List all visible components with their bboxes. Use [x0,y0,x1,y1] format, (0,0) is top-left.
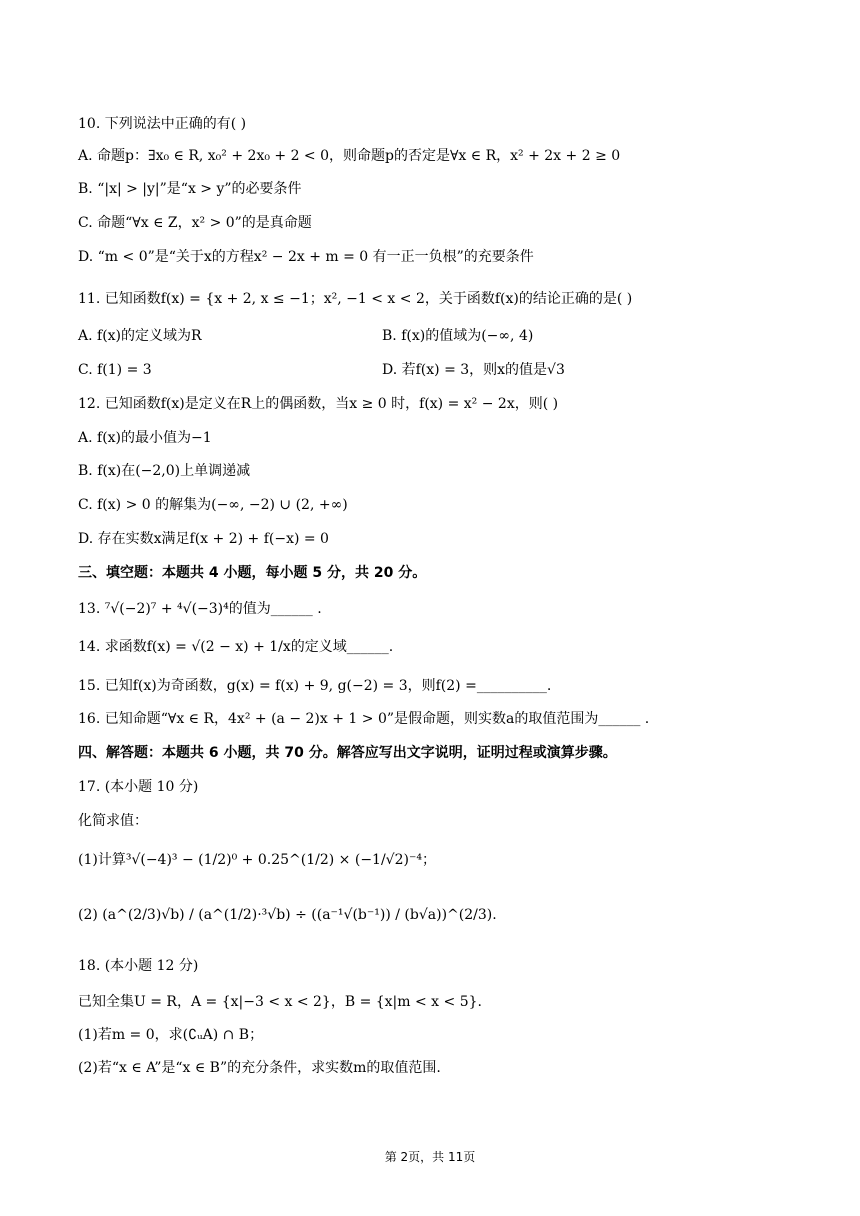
section-3-heading: 三、填空题：本题共 4 小题，每小题 5 分，共 20 分。 [78,565,427,581]
question-16: 16. 已知命题“∀x ∈ R，4x² + (a − 2)x + 1 > 0”是假命题，则实数a的取值范围为______ . [78,711,650,727]
question-11-option-d: D. 若f(x) = 3，则x的值是√3 [382,362,565,378]
question-12-option-d: D. 存在实数x满足f(x + 2) + f(−x) = 0 [78,531,329,547]
page-footer: 第 2页，共 11页 [384,1150,476,1164]
question-10: 10. 下列说法中正确的有( ) [78,116,247,132]
question-12-option-c: C. f(x) > 0 的解集为(−∞, −2) ∪ (2, +∞) [78,497,348,513]
question-10-option-a: A. 命题p：∃x₀ ∈ R, x₀² + 2x₀ + 2 < 0，则命题p的否定是∀x ∈ R，x² + 2x + 2 ≥ 0 [78,148,621,164]
question-12-option-b: B. f(x)在(−2,0)上单调递减 [78,463,251,479]
question-12: 12. 已知函数f(x)是定义在R上的偶函数，当x ≥ 0 时，f(x) = x² − 2x，则( ) [78,396,559,412]
question-18-intro: 已知全集U = R，A = {x|−3 < x < 2}，B = {x|m < x < 5}. [78,994,482,1010]
question-11: 11. 已知函数f(x) = {x + 2, x ≤ −1；x², −1 < x < 2，关于函数f(x)的结论正确的是( ) [78,291,633,307]
question-15: 15. 已知f(x)为奇函数，g(x) = f(x) + 9, g(−2) = 3，则f(2) =__________. [78,678,552,694]
question-14: 14. 求函数f(x) = √(2 − x) + 1/x的定义域______. [78,639,394,655]
question-18: 18. (本小题 12 分) [78,958,199,974]
question-18-part-1: (1)若m = 0，求(∁ᵤA) ∩ B； [78,1027,264,1043]
question-10-option-c: C. 命题“∀x ∈ Z，x² > 0”的是真命题 [78,215,312,231]
question-10-option-b: B. “|x| > |y|”是“x > y”的必要条件 [78,181,302,197]
question-12-option-a: A. f(x)的最小值为−1 [78,430,212,446]
question-11-option-b: B. f(x)的值域为(−∞, 4) [382,328,534,344]
question-11-option-a: A. f(x)的定义域为R [78,328,202,344]
section-4-heading: 四、解答题：本题共 6 小题，共 70 分。解答应写出文字说明，证明过程或演算步骤。 [78,745,617,761]
question-17-part-2: (2) (a^(2/3)√b) / (a^(1/2)·³√b) ÷ ((a⁻¹√(b⁻¹)) / (b√a))^(2/3). [78,907,497,923]
question-10-option-d: D. “m < 0”是“关于x的方程x² − 2x + m = 0 有一正一负根”的充要条件 [78,249,534,265]
question-17-intro: 化简求值： [78,813,148,829]
question-18-part-2: (2)若“x ∈ A”是“x ∈ B”的充分条件，求实数m的取值范围. [78,1060,441,1076]
question-17-part-1: (1)计算³√(−4)³ − (1/2)⁰ + 0.25^(1/2) × (−1/√2)⁻⁴； [78,852,436,868]
question-13: 13. ⁷√(−2)⁷ + ⁴√(−3)⁴的值为______ . [78,601,322,617]
question-17: 17. (本小题 10 分) [78,779,199,795]
question-11-option-c: C. f(1) = 3 [78,362,152,378]
